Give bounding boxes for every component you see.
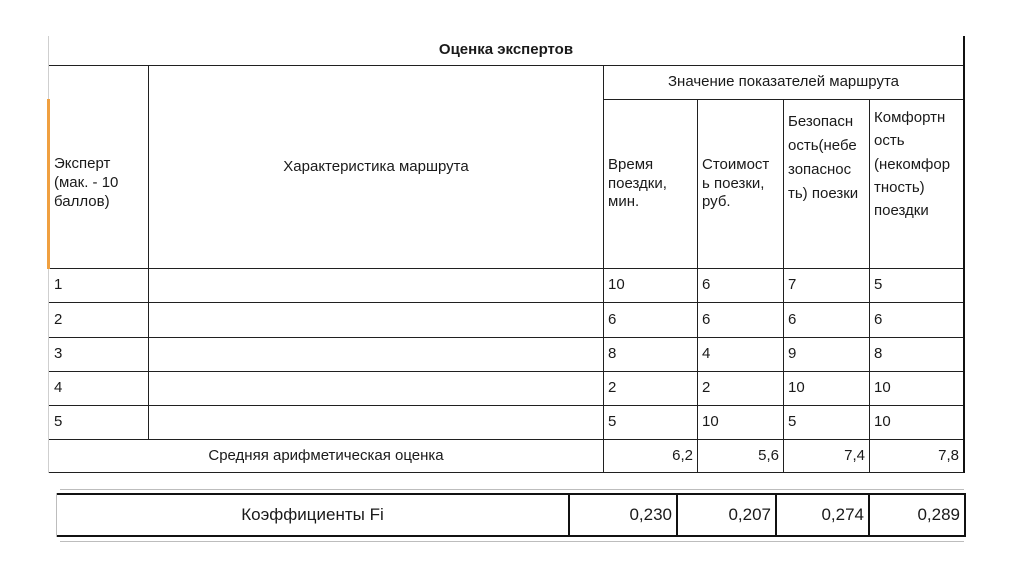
table-cell-time: 2 — [608, 379, 617, 397]
header-time: Время поездки, мин. — [608, 155, 667, 211]
average-cost: 5,6 — [758, 446, 779, 464]
table-cell-time: 10 — [608, 276, 625, 294]
table-cell-cost: 2 — [702, 379, 711, 397]
table-line — [48, 472, 964, 473]
coefficient-cost: 0,207 — [728, 505, 771, 525]
header-group: Значение показателей маршрута — [667, 73, 900, 91]
table-cell-cost: 6 — [702, 310, 711, 328]
table-cell-comfort: 8 — [874, 345, 883, 363]
table-cell-safety: 10 — [788, 379, 805, 397]
table-cell-expert: 5 — [54, 413, 63, 431]
table-line — [60, 489, 964, 490]
table-cell-cost: 6 — [702, 276, 711, 294]
table-cell-safety: 6 — [788, 310, 797, 328]
table-cell-expert: 2 — [54, 310, 63, 328]
coefficient-comfort: 0,289 — [917, 505, 960, 525]
coefficient-time: 0,230 — [629, 505, 672, 525]
table-line — [964, 493, 966, 537]
header-comfort: Комфортн ость (некомфор тность) поездки — [874, 109, 951, 219]
table-cell-expert: 4 — [54, 379, 63, 397]
table-line — [56, 535, 966, 537]
average-comfort: 7,8 — [938, 446, 959, 464]
table-cell-expert: 1 — [54, 276, 63, 294]
table-cell-cost: 10 — [702, 413, 719, 431]
table-cell-cost: 4 — [702, 345, 711, 363]
table-line — [963, 36, 965, 473]
average-safety: 7,4 — [844, 446, 865, 464]
header-safety: Безопасн ость(небе зопаснос ть) поезки — [788, 113, 859, 202]
table-cell-comfort: 6 — [874, 310, 883, 328]
header-expert: Эксперт (мак. - 10 баллов) — [54, 155, 119, 210]
table-cell-comfort: 10 — [874, 413, 891, 431]
table-cell-time: 8 — [608, 345, 617, 363]
table-cell-time: 5 — [608, 413, 617, 431]
table-title: Оценка экспертов — [438, 41, 574, 59]
table-cell-safety: 7 — [788, 276, 797, 294]
table-cell-expert: 3 — [54, 345, 63, 363]
table-cell-comfort: 5 — [874, 276, 883, 294]
table-line — [60, 541, 964, 542]
average-time: 6,2 — [672, 446, 693, 464]
coefficient-safety: 0,274 — [821, 505, 864, 525]
table-cell-time: 6 — [608, 310, 617, 328]
header-cost: Стоимост ь поезки, руб. — [702, 155, 770, 211]
table-cell-safety: 9 — [788, 345, 797, 363]
table-cell-comfort: 10 — [874, 379, 891, 397]
table-cell-safety: 5 — [788, 413, 797, 431]
average-label: Средняя арифметическая оценка — [208, 446, 444, 464]
header-route: Характеристика маршрута — [283, 157, 469, 175]
coefficients-label: Коэффициенты Fi — [241, 505, 384, 525]
